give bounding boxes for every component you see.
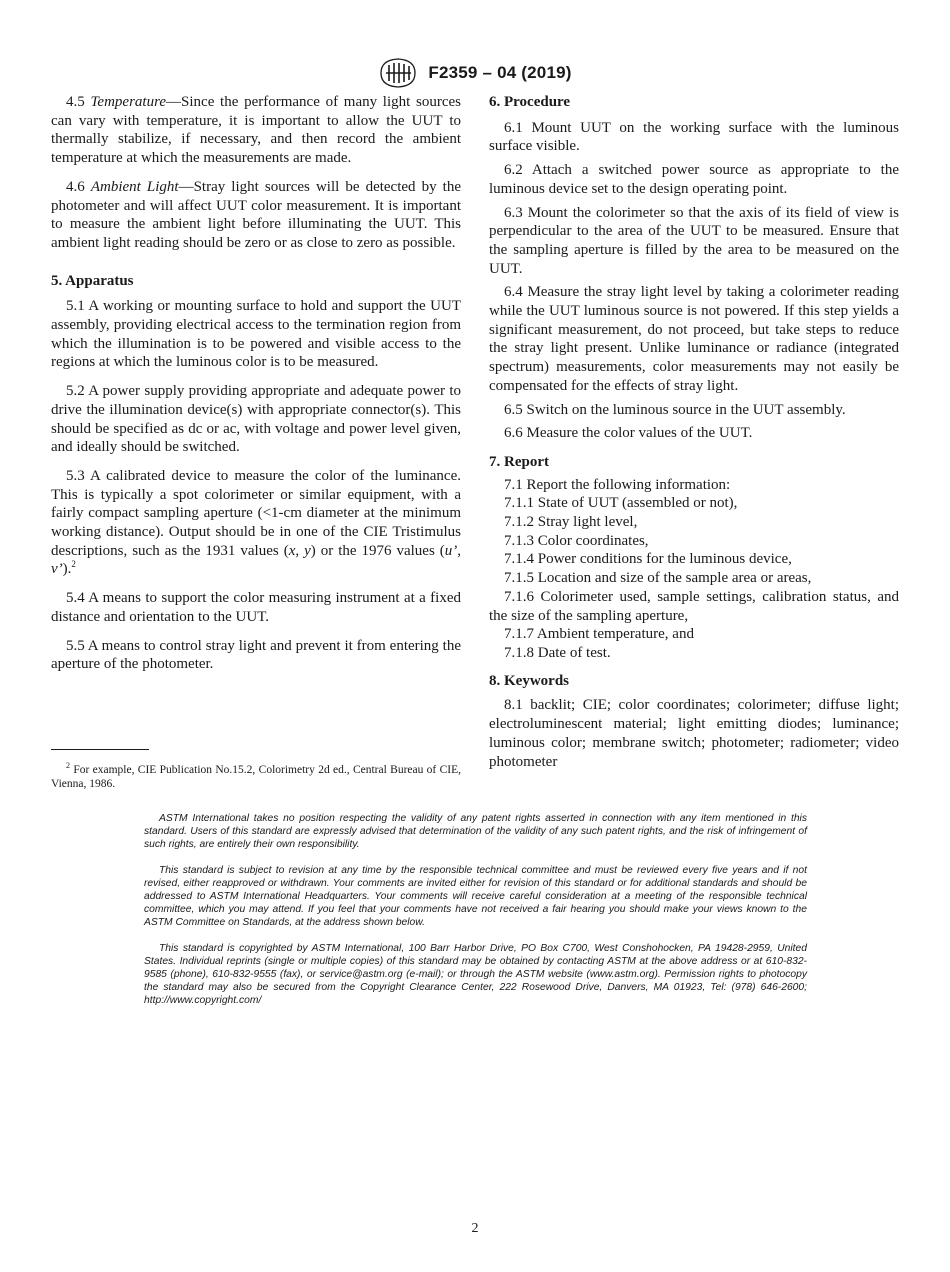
- footnote-divider: [51, 749, 149, 750]
- document-designation: F2359 – 04 (2019): [428, 63, 572, 82]
- section-heading-report: 7. Report: [489, 453, 549, 470]
- paragraph-5-3: 5.3 A calibrated device to measure the color of the luminance. This is typically a spot colorimeter or similar equipment, with a fairly compact sampling aperture (<1-cm diameter at the minimum working distance). Output should be in one of the CIE Tristimulus descriptions, such as the 1931 values (x, y) or the 1976 values (u’, v’).$^2$: [51, 467, 462, 578]
- paragraph-4-5: 4.5 Temperature—Since the performance of many light sources can vary with temperature, it is important to allow the UUT to thermally stabilize, if necessary, and then record the ambient temperature at which the measurements are made.: [51, 94, 462, 167]
- paragraph-title: Temperature: [90, 94, 167, 110]
- paragraph-title: Ambient Light: [90, 178, 179, 195]
- paragraph-4-6: 4.6 Ambient Light—Stray light sources will be detected by the photometer and will affect UUT color measurement. It is important to measure the ambient light before illuminating the UUT. This ambient light reading should be zero or as close to zero as possible.: [51, 178, 462, 251]
- revision-notice: This standard is subject to revision at any time by the responsible technical committee and must be reviewed every five years and if not revised, either reapproved or withdrawn. Your comments are invited either for revision of this standard or for additional standards and should be addressed to ASTM International Headquarters. Your comments will receive careful consideration at a meeting of the responsible technical committee, which you may attend. If you feel that your comments have not received a fair hearing you should make your views known to the ASTM Committee on Standards, at the address shown below.: [144, 865, 807, 928]
- report-item: 7.1 Report the following information:: [504, 476, 731, 493]
- footnote-mark: 2: [66, 761, 70, 770]
- paragraph-6-2: 6.2 Attach a switched power source as appropriate to the luminous device set to the design operating point.: [489, 162, 899, 197]
- paragraph-6-1: 6.1 Mount UUT on the working surface with the luminous surface visible.: [489, 119, 899, 155]
- patent-notice: ASTM International takes no position respecting the validity of any patent rights asserted in connection with any item mentioned in this standard. Users of this standard are expressly advised that determination of the validity of any such patent rights, and the risk of infringement of such rights, are entirely their own responsibility.: [144, 813, 807, 850]
- report-item: 7.1.7 Ambient temperature, and: [504, 626, 694, 643]
- paragraph-5-5: 5.5 A means to control stray light and prevent it from entering the aperture of the photometer.: [51, 637, 461, 673]
- paragraph-5-2: 5.2 A power supply providing appropriate and adequate power to drive the illumination device(s) with appropriate connector(s). This should be specified as dc or ac, with voltage and power level given, and ideally should be switched.: [51, 383, 461, 456]
- report-item: 7.1.3 Color coordinates,: [504, 532, 649, 549]
- page-number: 2: [471, 1221, 479, 1236]
- page-header: [0, 56, 950, 90]
- right-column: [489, 93, 899, 776]
- report-item: 7.1.4 Power conditions for the luminous device,: [504, 551, 792, 568]
- report-item: 7.1.6 Colorimeter used, sample settings, calibration status, and the size of the sampling aperture,: [489, 588, 899, 624]
- paragraph-6-5: 6.5 Switch on the luminous source in the UUT assembly.: [504, 401, 846, 418]
- section-heading-apparatus: 5. Apparatus: [51, 272, 134, 289]
- paragraph-6-4: 6.4 Measure the stray light level by taking a colorimeter reading while the UUT luminous source is not powered. If this step yields a significant measurement, do not proceed, but take steps to reduce the stray light present. Unlike luminance or radiance (integrated spectrum) measurements, color measurements may not easily be compensated for the effects of stray light.: [489, 284, 899, 394]
- report-item: 7.1.2 Stray light level,: [504, 514, 638, 531]
- report-item: 7.1.1 State of UUT (assembled or not),: [504, 495, 738, 512]
- left-column: [51, 93, 461, 679]
- paragraph-5-1: 5.1 A working or mounting surface to hold and support the UUT assembly, providing electrical access to the termination region from which the illumination is to be powered and visible access to the regions at which the luminous color is to be measured.: [51, 298, 461, 371]
- section-heading-procedure: 6. Procedure: [489, 94, 571, 110]
- report-item: 7.1.8 Date of test.: [504, 644, 611, 661]
- section-heading-keywords: 8. Keywords: [489, 672, 569, 689]
- paragraph-5-4: 5.4 A means to support the color measuring instrument at a fixed distance and orientation to the UUT.: [51, 590, 461, 625]
- paragraph-6-3: 6.3 Mount the colorimeter so that the axis of its field of view is perpendicular to the area of the UUT to be measured. Ensure that the sampling aperture is filled by the area to be measured on the UUT.: [489, 204, 899, 277]
- legal-notices: [144, 812, 807, 1020]
- paragraph-8-1: 8.1 backlit; CIE; color coordinates; colorimeter; diffuse light; electroluminescent material; light emitting diodes; luminance; luminous color; membrane switch; photometer; radiometer; video photometer: [489, 697, 899, 770]
- footnote: $^2$ For example, CIE Publication No.15.2, Colorimetry 2d ed., Central Bureau of CIE, Vienna, 1986.: [51, 761, 461, 791]
- paragraph-6-6: 6.6 Measure the color values of the UUT.: [504, 425, 753, 442]
- footnote-reference[interactable]: 2: [71, 559, 76, 570]
- copyright-notice: This standard is copyrighted by ASTM International, 100 Barr Harbor Drive, PO Box C700, West Conshohocken, PA 19428-2959, United States. Individual reprints (single or multiple copies) of this standard may be obtained by contacting ASTM at the above address or at 610-832-9585 (phone), 610-832-9555 (fax), or service@astm.org (e-mail); or through the ASTM website (www.astm.org). Permission rights to photocopy the standard may also be secured from the Copyright Clearance Center, 222 Rosewood Drive, Danvers, MA 01923, Tel: (978) 646-2600; http://www.copyright.com/: [144, 943, 807, 1006]
- report-item: 7.1.5 Location and size of the sample area or areas,: [504, 570, 812, 587]
- astm-logo-icon: [378, 56, 418, 90]
